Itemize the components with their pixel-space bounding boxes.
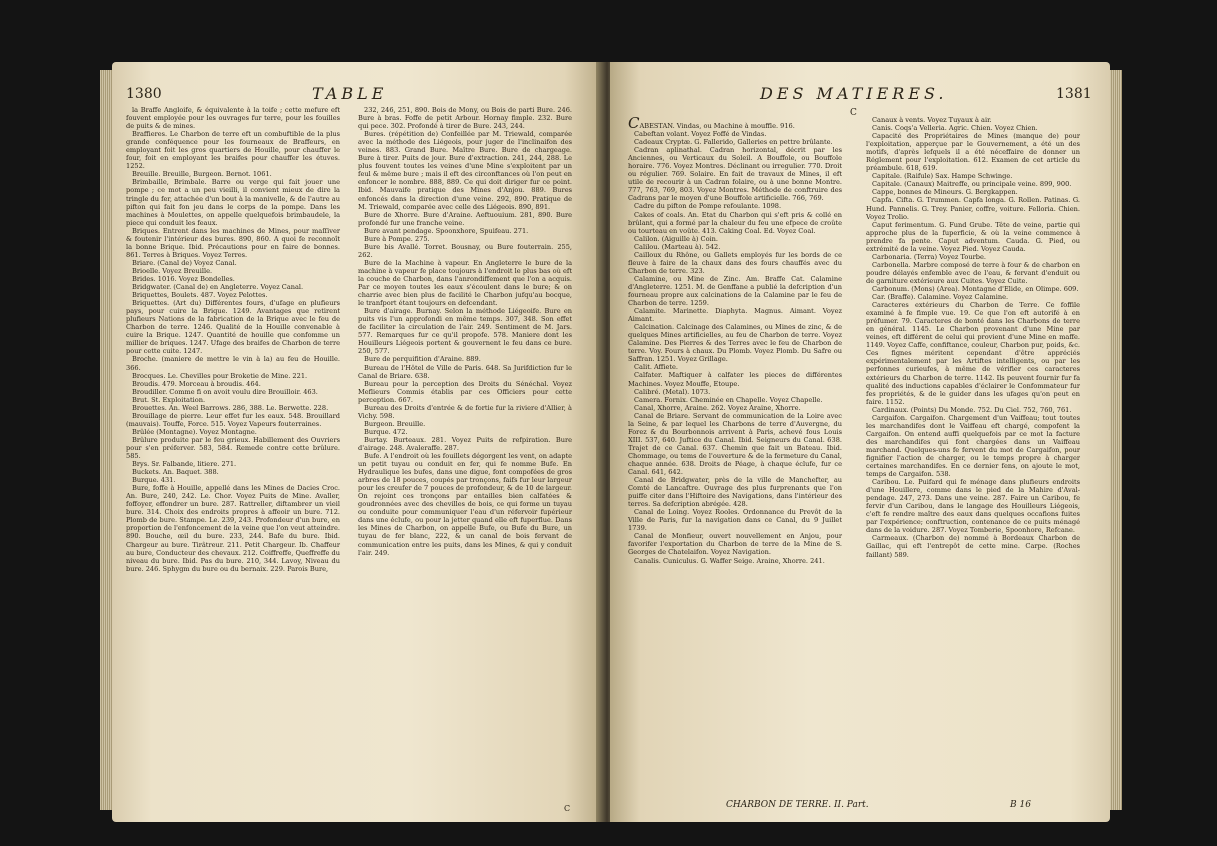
entry: Brouillage de pierre. Leur effet fur les eaux. 548. Brouillard (mauvais). Touffe, Force. 515. Voyez Vapeurs fouterraines. [126,411,340,428]
left-column-2 [358,106,572,557]
entry: Briques. Entrent dans les machines de Mines, pour maſſiver & foutenir l'intérieur des bures. 890, 860. A quoi fe reconnoît la bonne Brique. Ibid. Précautions pour en faire de bonnes. 861. Terres à Briques. Voyez Terres. [126,226,340,259]
entry: Carmeaux. (Charbon de) nommé à Bordeaux Charbon de Gaillac, qui eft l'entrepôt de cette mine. Carpe. (Roches faillant) 589. [866,534,1080,559]
entry: Bure de la Machine à vapeur. En Angleterre le bure de la machine à vapeur fe place toujours à l'endroit le plus bas où eft la couche de Charbon, dans l'anrondiffement que l'on a acquis. Par ce moyen toutes les eaux s'écoulent dans le bure; & on charrie avec bien plus de facilité le Charbon jufqu'au bocque, le tranfport étant toujours en defcendant. [358,258,572,308]
signature-mark: B 16 [1010,800,1031,810]
entry: Brûlure produite par le feu grieux. Habillement des Ouvriers pour s'en préferver. 583, 584. Remede contre cette brûlure. 585. [126,435,340,461]
entry: Carbonaria. (Terra) Voyez Tourbe. [872,252,986,261]
entry: Burgeon. Breuille. [364,419,426,428]
entry: Bure d'airage. Burnay. Selon la méthode Liégeoife. Bure en puits vis l'un approfondi en même temps. 307, 348. Son effet de faciliter la circulation de l'air. 249. Sentiment de M. Jars. 577. Remarques fur ce qu'il propofe. 578. Maniere dont les Houilleurs Liégeois portent & gouvernent le feu dans ce bure. 250, 577. [358,307,572,356]
entry: Brouettes. An. Weel Barrows. 286, 388. Le. Berwette. 228. [132,403,329,412]
entry: Camera. Fornix. Cheminée en Chapelle. Voyez Chapelle. [634,395,823,404]
entry: Brocques. Le. Chevilles pour Broketie de Mine. 221. [132,371,308,380]
entry: Brut. St. Exploitation. [132,395,206,404]
signature-title: CHARBON DE TERRE. II. Part. [726,800,869,810]
entry: Canal, Xhorre, Araine. 262. Voyez Araine, Xhorre. [634,403,801,412]
drop-cap: C [628,114,640,132]
entry: Capfa. Cifta. G. Trummen. Capfa longa. G. Rollen. Patinas. G. Hund. Pannelis. G. Trey. Panier, coffre, voiture. Felloria. Chien. Voyez Trolio. [866,196,1080,221]
entry: Car. (Braffe). Calamine. Voyez Calamine. [872,293,1009,302]
entry: Bures. (répétition de) Confeillée par M. Triewald, comparée avec la méthode des Liégeois, pour juger de l'inclinaifon des veines. 883. Grand Bure. Maître Bure. Bure de chargeage. Bure à tirer. Puits de jour. Bure d'extraction. 241, 244, 288. Le plus fouvent toutes les veines d'une Mine s'exploitent par un feul & même bure ; mais il eft des circonftances où l'on peut en enfoncer le nombre. 888, 889. Ce qui doit diriger fur ce point. Ibid. Mauvaife pratique des Mines d'Anjou. 889. Bures enfoncés dans la direction d'une veine. 292, 890. Pratique de M. Triewald, comparée avec celle des Liégeois. 890, 891. [358,130,572,211]
right-column-2 [866,116,1080,559]
section-letter: C [850,108,857,118]
entry: Canalis. Cuniculus. G. Waffer Seige. Araine, Xhorre. 241. [634,556,825,565]
entry: Cailloux du Rhône, ou Gallets employés fur les bords de ce fleuve à faire de la chaux dans des fours chauffés avec du Charbon de terre. 323. [628,250,842,275]
entry: Canal de Briare. Servant de communication de la Loire avec la Seine, & par lequel les Charbons de terre d'Auvergne, du Forez & du Bourbonnois arrivent à Paris, achevé fous Louis XIII. 537, 640. Juftice du Canal. Ibid. Seigneurs du Canal. 638. Trajet de ce Canal. 637. Chemin que fait un Bateau. Ibid. Chommage, ou tems de l'ouverture & de la fermeture du Canal, chaque année. 638. Droits de Péage, à chaque éclufe, fur ce Canal. 641, 642. [628,411,842,477]
entry: Brys. Sr. Falbande, litiere. 271. [132,460,237,469]
entry: Breuille. Breuille, Burgeon. Bernot. 1061. [132,170,272,179]
entry-text: ABESTAN. Vindas, ou Machine à mouffle. 916. [639,122,795,130]
entry: Bure bis Avallé. Torret. Bousnay, ou Bure fouterrain. 255, 262. [358,242,572,259]
entry: Burtay. Burteaux. 281. Voyez Puits de refpiration. Bure d'airage. 248. Avaleraffe. 287. [358,435,572,452]
entry: Cadre du pifton de Pompe refoulante. 1098. [634,202,782,211]
entry: Cakes of coals. An. Etat du Charbon qui s'eft pris & collé en brûlant, qui a formé par la chaleur du feu une efpece de croûte ou tourteau en voûte. 413. Caking Coal. Ed. Voyez Coal. [628,210,842,235]
entry: Bure, foffe à Houille, appellé dans les Mines de Dacies Croc. An. Bure, 240, 242. Le. Chor. Voyez Puits de Mine. Avaller, foffoyer, effondrer un bure. 287. Rattreller, diftambrer un vieil bure. 314. Choix des endroits propres à affeoir un bure. 712. Plomb de bure. Stampe. Le. 239, 243. Profondeur d'un bure, en proportion de l'enfoncement de la veine que l'on veut atteindre. 890. Bouche, œil du bure. 233, 244. Bafe du bure. Ibid. Chargeur au bure. Tirâtreur. 211. Petit Chargeur. Ib. Chaffeur au bure, Conducteur des chevaux. 212. Coiffreffe, Queffreffe du niveau du bure. Ibid. Pas du bure. 210, 344. Lavoy, Niveau du bure. 246. Sphygm du bure ou du bernaix. 229. Parois Bure, [126,484,340,573]
page-number-right: 1381 [1056,86,1092,102]
entry: la Braffe Angloife, & équivalente à la toife ; cette mefure eft fouvent employée pour les ouvrages fur terre, pour les fouilles de puits & de mines. [126,106,340,131]
entry: Cappe, bonnes de Mineurs. G. Bergkappen. [872,188,1018,197]
entry: Cadeaux Cryptæ. G. Fallerido, Galleries en pettre brûlante. [634,138,833,147]
entry: Carbonella. Marbre composé de terre à four & de charbon en poudre délayés enfemble avec de l'eau, & fervant d'enduit ou de garniture extérieure aux Cuites. Voyez Cuite. [866,260,1080,285]
entry: Calilon. (Aiguille à) Coin. [634,234,719,243]
entry: Bureau des Droits d'entrée & de fortie fur la riviere d'Allier, à Vichy. 598. [358,403,572,420]
right-column-1 [628,116,842,565]
running-head-right: DES MATIERES. [760,84,948,103]
entry: Brides. 1016. Voyez Bondelles. [132,274,235,283]
left-column-1 [126,106,340,573]
entry: Bure avant pendage. Spoonxhore, Spuifeau. 271. [364,226,529,235]
entry: Burque. 431. [132,476,176,485]
entry: Caput ferimentum. G. Fund Grube. Tête de veine, partie qui approche plus de la fuperficie, & où la veine commence à prendre fa pente. Caput adventum. Cauda. G. Pied, ou extrémité de la veine. Voyez Pied. Voyez Cauda. [866,220,1080,253]
entry: Calamite. Marinette. Diaphyta. Magnus. Aimant. Voyez Aimant. [628,307,842,324]
entry: Cardinaux. (Points) Du Monde. 752. Du Ciel. 752, 760, 761. [872,405,1072,414]
entry: Briquettes, Boulets. 487. Voyez Pelottes. [132,291,268,300]
entry: 232, 246, 251, 890. Bois de Mony, ou Bois de parti Bure. 246. Bure à bras. Foffe de petit Arbour. Hornay fimple. 232. Bure qui pece. 302. Profondé à tirer de Bure. 243, 244. [358,106,572,131]
entry: Carbonum. (Mons) (Area). Montagne d'Elide, en Olimpe. 609. [872,284,1079,293]
entry: Bure à Pompe. 275. [364,234,430,243]
entry: Canal de Loing. Voyez Rooles. Ordonnance du Prevôt de la Ville de Paris, fur la navigation dans ce Canal, du 9 Juillet 1739. [628,508,842,533]
entry: Bure de Xhorre. Bure d'Araine. Aeftuouium. 281, 890. Bure profondé fur une franche veine. [358,210,572,227]
entry: Capitale. (Canaux) Maitreffe, ou principale veine. 899, 900. [872,180,1072,189]
entry: Broche. (maniere de mettre le vin à la) au feu de Houille. 366. [126,355,340,372]
entry: Capacité des Propriétaires de Mines (manque de) pour l'exploitation, apperçue par le Gouvernement, a été un des motifs, d'après lefquels il a été néceffaire de donner un Réglement pour l'exploitation. 612. Examen de cet article du préambule. 618, 619. [866,132,1080,173]
entry: Broudiller. Comme fi on avoit voulu dire Brouilloir. 463. [132,387,318,396]
entry: Calamine, ou Mine de Zinc. Am. Braffe Cat. Calamine d'Angleterre. 1251. M. de Genffane a publié la defcription d'un fourneau propre aux calcinations de la Calamine par le feu de Charbon de terre. 1259. [628,274,842,308]
entry: Briare. (Canal de) Voyez Canal. [132,258,237,267]
entry: Caribou. Le. Puifard qui fe ménage dans plufieurs endroits d'une Houillere, comme dans le pied de la Mahire d'Aval-pendage. 247, 273. Dans une veine. 287. Faire un Caribou, fe fervir d'un Caribou, dans le langage des Houilleurs Liégeois, c'eft fe rendre maître des eaux dans quelques occafions fuites par l'expérience; conftruction, contenance de ce puits ménagé dans de la voidure. 287. Voyez Tomberie, Spoonhore, Refcane. [866,478,1080,535]
entry: Bure de perquifition d'Araine. 889. [364,355,481,364]
right-page [610,62,1110,822]
entry: Calfater. Maftiquer à calfater les pieces de différentes Machines. Voyez Mouffe, Etoupe. [628,371,842,388]
entry: Caracteres extérieurs du Charbon de Terre. Ce foffile examiné à fe fimple vue. 19. Ce que l'on eft autorifé à en préfumer. 79. Caracteres de bonté dans les Charbons de terre en général. 1145. Le Charbon provenant d'une Mine par veines, eft différent de celui qui provient d'une Mine en maffe. 1149. Voyez Caffe, confiftance, couleur, Charbon pur, poids, &c. Ces fignes méritent cependant d'être appréciés expérimentalement par les Artiftes intelligents, ou par les perfonnes curieufes, à même de vérifier ces caracteres extérieurs du Charbon de terre. 1142. Ils peuvent fournir fur fa qualité des inductions capables d'éclairer le Confommateur fur fes propriétés, & de le guider dans les ufages qu'on peut en faire. 1152. [866,301,1080,406]
page-number-left: 1380 [126,86,162,102]
entry: Canaux à vents. Voyez Tuyaux à air. [872,116,992,124]
entry: Cargaifon. Cargaifon. Chargement d'un Vaiffeau; tout toutes les marchandifes dont le Vaiffeau eft chargé, compofent la Cargaifon. On entend auffi quelquefois par ce mot la facture des marchandifes qui font chargées dans un Vaiffeau marchand. Quelques-uns fe fervent du mot de Cargaifon, pour fignifier l'action de charger, ou le temps propre à charger certaines marchandifes. En ce dernier fens, on ajoute le mot, temps de Cargaifon. 538. [866,413,1080,479]
entry: Brioelle. Voyez Breuille. [132,266,213,275]
left-page [112,62,604,822]
entry: Brimbaille, Brimbale. Barre ou verge qui fait jouer une pompe ; ce mot a un peu vieilli, il convient mieux de dire la tringle du fer, attachée d'un bout à la manivelle, & de l'autre au pifton qui fait fon jeu dans le corps de la pompe. Dans les machines à Moulettes, on appelle quelquefois brimbaudele, la piece qui conduit les feaux. [126,178,340,227]
entry: Canal de Monfieur, ouvert nouvellement en Anjou, pour favorifer l'exportation du Charbon de terre de la Mine de S. Georges de Chatelaifon. Voyez Navigation. [628,532,842,557]
entry: Burque. 472. [364,427,408,436]
entry: Bridgwater. (Canal de) en Angleterre. Voyez Canal. [132,283,304,292]
entry: Bureau pour la perception des Droits du Sénéchal. Voyez Meflieurs Commis établis par ces Officiers pour cette perception. 667. [358,379,572,404]
entry: Capitale. (Raifule) Sax. Hampe Schwinge. [872,172,1013,181]
entry: Canal de Bridgwater, près de la ville de Manchefter, au Comté de Lancaftre. Ouvrage des plus furprenants que l'on puiffe citer dans l'Hiftoire des Navigations, dans l'intérieur des terres. Sa defcription abrégée. 428. [628,476,842,509]
entry: Calilou. (Marteau à). 542. [634,242,721,251]
entry: Calcination. Calcinage des Calamines, ou Mines de zinc, & de quelques Mines artificielles, au feu de Charbon de terre. Voyez Calamine. Des Pierres & des Terres avec le feu de Charbon de terre. Voy. Fours à chaux. Du Plomb. Voyez Plomb. Du Safre ou Saffran. 1251. Voyez Grillage. [628,323,842,364]
entry: Broudis. 479. Morceau à broudis. 464. [132,379,261,388]
entry: Canis. Coqs'a Velleria. Agric. Chien. Voyez Chien. [872,124,1038,133]
entry: Buckets. An. Baquet. 388. [132,468,219,477]
entry: Calibré. (Metal). 1073. [634,387,711,396]
entry: Braffieres. Le Charbon de terre eft un combuftible de la plus grande conféquence pour les fourneaux de Braffeurs, en employant foit les gros quartiers de Houille, pour chauffer le four, foit en employant les braifes pour chauffer les étuves. 1252. [126,130,340,171]
entry: Briquettes. (Art du) Différentes fours, d'ufage en plufieurs pays, pour cuire la Brique. 1249. Avantages que retirent plufieurs Nations de la fabrication de la Brique avec le feu de Charbon de terre. 1246. Qualité de la Houille convenable à cuire la Brique. 1247. Quantité de houille que confomme un millier de briques. 1247. Ufage des braifes de Charbon de terre pour cette cuite. 1247. [126,299,340,356]
entry: Bureau de l'Hôtel de Ville de Paris. 648. Sa Jurifdiction fur le Canal de Briare. 638. [358,363,572,380]
catchword: C [564,804,571,813]
entry-first [628,116,842,130]
entry: Bufe. A l'endroit où les fouillets dégorgent les vent, on adapte un petit tuyau ou conduit en fer, qui fe nomme Bufe. En Hydraulique les bufes, dans une digue, font compofées de gros arbres de 18 pouces, coupés par tronçons, faifs fur leur largeur pour les creufer de 7 pouces de profondeur, & de 10 de largeur. On rejoint ces tronçons par entailles bien calfatées & goudronnées avec des chevilles de bois, ce qui forme un tuyau ou conduite pour communiquer l'eau d'un réfervoir fupérieur dans une éclufe, ou pour la jetter quand elle eft fuperflue. Dans les Mines de Charbon, on appelle Bufe, ou Bufe du Bure, un tuyau de fer blanc, 222, & un canal de bois fervant de communication entre les puits, dans les Mines, & qui y conduit l'air. 249. [358,452,572,557]
entry: Cabeftan volant. Voyez Foffé de Vindas. [634,130,767,139]
entry: Calit. Affiete. [634,363,679,372]
running-head-left: TABLE [312,84,388,103]
entry: Cadran aplinathal. Cadran horizontal, décrit par les Anciennes, ou Verticaux du Soleil. A Bouffole, ou Bouffole horaire. 776. Voyez Montres. Déclinant ou irregulier. 770. Droit ou régulier. 769. Solaire. En fait de travaux de Mines, il eft utile de recourir à un Cadran folaire, ou à une bonne Montre. 777, 763, 769, 803. Voyez Montres. Méthode de conftruire des Cadrans par le moyen d'une Bouffole artificielle. 766, 769. [628,146,842,203]
entry: Brûlée (Montagne). Voyez Montagne. [132,427,257,436]
page-edge-right [1108,70,1122,810]
